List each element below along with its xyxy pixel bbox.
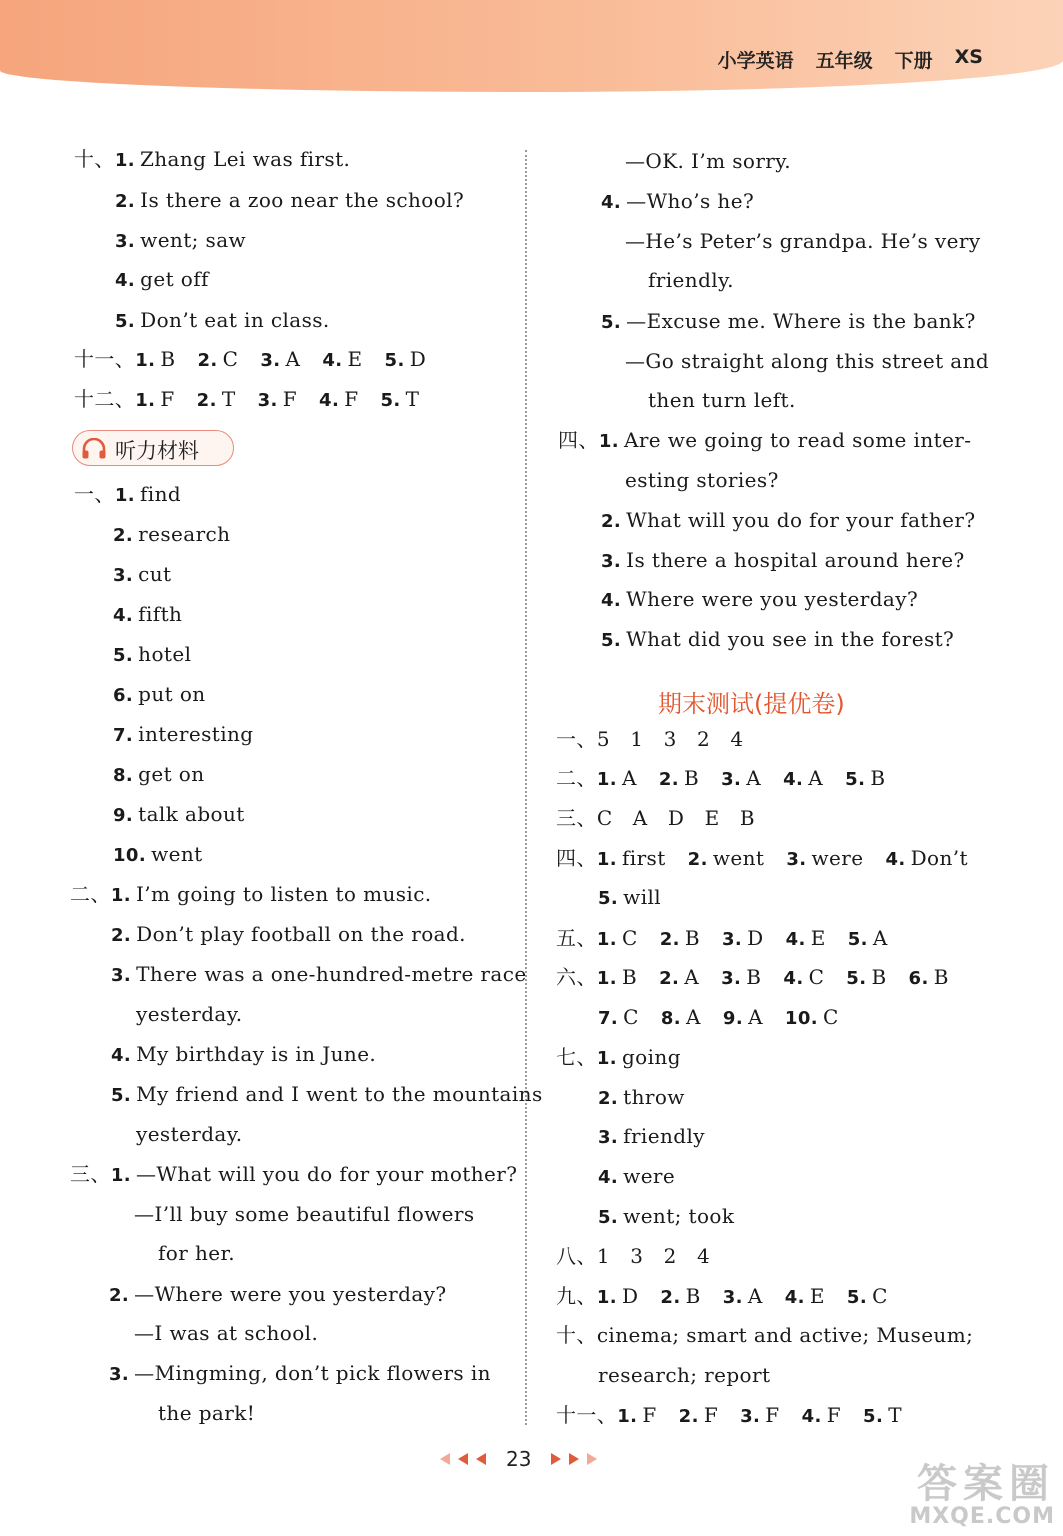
page-navigator: [440, 1447, 597, 1471]
answer-line: 3. There was a one-hundred-metre race: [111, 962, 527, 986]
item-answer: E: [809, 1284, 825, 1308]
item-number: 5.: [846, 968, 867, 989]
answer-line: 十、1. Zhang Lei was first.: [74, 147, 351, 171]
item-number: 2.: [678, 1406, 699, 1427]
item-answer: B: [746, 965, 762, 989]
answer-line: 4. Where were you yesterday?: [601, 587, 919, 611]
answer-line: 五、1. C 2. B 3. D 4. E 5. A: [556, 926, 888, 950]
item-number: 2.: [659, 968, 680, 989]
answer-line: 8. get on: [113, 762, 205, 786]
item-number: 1.: [135, 390, 156, 411]
answer-line: 六、1. B 2. A 3. B 4. C 5. B 6. B: [556, 965, 949, 989]
item-answer: A: [747, 1284, 763, 1308]
item-answer: D: [409, 347, 427, 371]
prev-arrow-icon: [440, 1453, 450, 1465]
item-answer: A: [748, 1005, 763, 1029]
item-answer: F: [703, 1403, 719, 1427]
prev-arrow-icon: [476, 1453, 486, 1465]
item-number: 9.: [722, 1008, 744, 1029]
answer-line: friendly.: [648, 268, 734, 292]
answer-line: 三、C A D E B: [556, 806, 755, 830]
item-number: 2.: [660, 1287, 681, 1308]
item-answer: C: [623, 1005, 639, 1029]
answer-line: 3. cut: [113, 562, 172, 586]
volume-label: 下册: [894, 50, 933, 72]
answer-line: 4. fifth: [113, 602, 183, 626]
watermark-domain: MXQE.COM: [909, 1504, 1055, 1529]
item-answer: E: [347, 347, 363, 371]
item-answer: C: [823, 1005, 839, 1029]
item-number: 4.: [785, 929, 806, 950]
item-number: 4.: [783, 968, 804, 989]
item-answer: B: [160, 347, 176, 371]
answer-line: 十二、1. F 2. T 3. F 4. F 5. T: [74, 387, 420, 411]
item-answer: A: [285, 347, 301, 371]
answer-line: yesterday.: [136, 1122, 243, 1146]
item-answer: B: [684, 926, 700, 950]
answer-line: 2. Don’t play football on the road.: [111, 922, 466, 946]
answer-line: 5. What did you see in the forest?: [601, 627, 955, 651]
answer-line: 一、5 1 3 2 4: [556, 727, 744, 751]
item-number: 8.: [660, 1008, 682, 1029]
item-number: 2.: [197, 350, 218, 371]
item-answer: C: [621, 926, 638, 950]
item-number: 3.: [721, 769, 742, 790]
item-number: 3.: [721, 968, 742, 989]
item-number: 3.: [260, 350, 281, 371]
answer-line: 八、1 3 2 4: [556, 1244, 711, 1268]
item-number: 1.: [596, 769, 617, 790]
item-number: 4.: [319, 390, 340, 411]
answer-line: 5. Don’t eat in class.: [115, 308, 330, 332]
item-number: 1.: [596, 849, 617, 870]
item-answer: went: [712, 846, 765, 870]
answer-line: 2. What will you do for your father?: [601, 508, 976, 532]
listening-material-badge: [72, 430, 234, 466]
answer-line: esting stories?: [625, 468, 779, 492]
item-answer: A: [684, 965, 700, 989]
item-number: 1.: [596, 1287, 617, 1308]
item-number: 5.: [847, 929, 868, 950]
answer-line: 九、1. D 2. B 3. A 4. E 5. C: [556, 1284, 888, 1308]
item-answer: D: [747, 926, 764, 950]
item-number: 4.: [784, 1287, 805, 1308]
item-number: 6.: [908, 968, 929, 989]
item-number: 3.: [257, 390, 278, 411]
item-answer: B: [871, 965, 887, 989]
answer-line: 十一、1. F 2. F 3. F 4. F 5. T: [556, 1403, 902, 1427]
item-answer: first: [621, 846, 666, 870]
answer-line: —I’ll buy some beautiful flowers: [134, 1202, 475, 1226]
answer-line: —He’s Peter’s grandpa. He’s very: [625, 229, 981, 253]
item-number: 2.: [196, 390, 217, 411]
answer-line: 3. Is there a hospital around here?: [601, 548, 965, 572]
answer-line: 2. research: [113, 522, 231, 546]
answer-line: 5. went; took: [598, 1204, 735, 1228]
item-answer: B: [685, 1284, 701, 1308]
item-number: 4.: [783, 769, 804, 790]
item-number: 3.: [786, 849, 807, 870]
listening-material-label: 听力材料: [115, 439, 199, 463]
item-answer: D: [621, 1284, 639, 1308]
item-number: 5.: [384, 350, 405, 371]
prev-arrow-icon: [458, 1453, 468, 1465]
answer-line: 2. Is there a zoo near the school?: [115, 188, 465, 212]
answer-line: 二、1. I’m going to listen to music.: [70, 882, 432, 906]
answer-line: then turn left.: [648, 388, 796, 412]
item-answer: B: [870, 766, 886, 790]
item-answer: A: [808, 766, 824, 790]
item-number: 4.: [885, 849, 906, 870]
item-number: 4.: [801, 1406, 822, 1427]
answer-line: 七、1. going: [556, 1045, 681, 1069]
item-number: 3.: [740, 1406, 761, 1427]
answer-line: 4. —Who’s he?: [601, 189, 755, 213]
item-number: 3.: [722, 1287, 743, 1308]
item-number: 5.: [863, 1406, 884, 1427]
answer-line: 4. were: [598, 1164, 676, 1188]
item-answer: B: [684, 766, 700, 790]
answer-line: 三、1. —What will you do for your mother?: [70, 1162, 518, 1186]
answer-line: 5. will: [598, 885, 662, 909]
answer-line: for her.: [158, 1241, 235, 1265]
item-number: 7.: [598, 1008, 619, 1029]
item-answer: B: [621, 965, 638, 989]
answer-line: 6. put on: [113, 682, 206, 706]
edition-label: XS: [954, 46, 983, 68]
answer-line: 7. interesting: [113, 722, 254, 746]
item-answer: Don’t: [910, 846, 968, 870]
answer-line: 十一、1. B 2. C 3. A 4. E 5. D: [74, 347, 427, 371]
item-answer: F: [826, 1403, 842, 1427]
item-answer: F: [765, 1403, 780, 1427]
watermark-logo-text: 答案圈: [917, 1461, 1055, 1507]
item-number: 1.: [135, 350, 156, 371]
item-answer: A: [686, 1005, 701, 1029]
column-divider: [525, 150, 527, 1425]
answer-line: yesterday.: [136, 1002, 243, 1026]
answer-line: 4. My birthday is in June.: [111, 1042, 377, 1066]
item-answer: B: [933, 965, 949, 989]
item-answer: F: [642, 1403, 657, 1427]
item-number: 2.: [687, 849, 708, 870]
subject-label: 小学英语: [717, 50, 794, 72]
answer-line: 5. hotel: [113, 642, 192, 666]
item-number: 3.: [721, 929, 743, 950]
item-number: 5.: [846, 1287, 868, 1308]
item-answer: T: [221, 387, 236, 411]
answer-line: 4. get off: [115, 267, 209, 291]
site-watermark: [855, 1462, 1055, 1530]
section-title: 期末测试(提优卷): [658, 690, 845, 718]
answer-line: 3. friendly: [598, 1124, 705, 1148]
answer-line: 四、1. Are we going to read some inter-: [558, 428, 972, 452]
header-info: [718, 46, 983, 73]
item-number: 1.: [596, 968, 617, 989]
answer-line: [598, 1005, 839, 1031]
item-number: 2.: [658, 769, 679, 790]
answer-line: 四、1. first 2. went 3. were 4. Don’t: [556, 846, 968, 870]
item-answer: A: [872, 926, 888, 950]
item-number: 4.: [322, 350, 343, 371]
item-answer: F: [282, 387, 298, 411]
item-answer: C: [222, 347, 239, 371]
answer-line: —Go straight along this street and: [625, 349, 990, 373]
answer-line: 二、1. A 2. B 3. A 4. A 5. B: [556, 766, 886, 790]
answer-line: research; report: [598, 1363, 771, 1387]
answer-line: 3. went; saw: [115, 228, 247, 252]
item-answer: C: [872, 1284, 888, 1308]
answer-line: 5. My friend and I went to the mountains: [111, 1082, 543, 1106]
answer-line: —OK. I’m sorry.: [625, 149, 792, 173]
page-number: 23: [506, 1447, 532, 1471]
item-answer: T: [888, 1403, 902, 1427]
answer-line: the park!: [158, 1401, 256, 1425]
answer-line: 十、cinema; smart and active; Museum;: [556, 1323, 974, 1347]
answer-line: —I was at school.: [134, 1321, 319, 1345]
item-answer: F: [344, 387, 359, 411]
next-arrow-icon: [569, 1453, 579, 1465]
answer-line: 2. —Where were you yesterday?: [109, 1282, 447, 1306]
item-number: 10.: [784, 1008, 818, 1029]
answer-line: 3. —Mingming, don’t pick flowers in: [109, 1361, 491, 1385]
item-answer: T: [405, 387, 420, 411]
item-number: 1.: [596, 929, 617, 950]
next-arrow-icon: [551, 1453, 561, 1465]
answer-line: 2. throw: [598, 1085, 685, 1109]
item-answer: C: [808, 965, 825, 989]
item-answer: A: [621, 766, 637, 790]
item-number: 5.: [845, 769, 866, 790]
item-number: 1.: [617, 1406, 638, 1427]
item-answer: A: [746, 766, 762, 790]
grade-label: 五年级: [815, 50, 873, 72]
item-answer: F: [160, 387, 175, 411]
headphone-icon: [81, 438, 107, 460]
item-answer: were: [811, 846, 864, 870]
answer-line: 5. —Excuse me. Where is the bank?: [601, 309, 976, 333]
answer-line: 10. went: [113, 842, 203, 866]
item-answer: E: [810, 926, 826, 950]
item-number: 5.: [380, 390, 401, 411]
answer-line: 一、1. find: [74, 482, 182, 506]
item-number: 2.: [659, 929, 680, 950]
answer-line: 9. talk about: [113, 802, 245, 826]
next-arrow-icon: [587, 1453, 597, 1465]
